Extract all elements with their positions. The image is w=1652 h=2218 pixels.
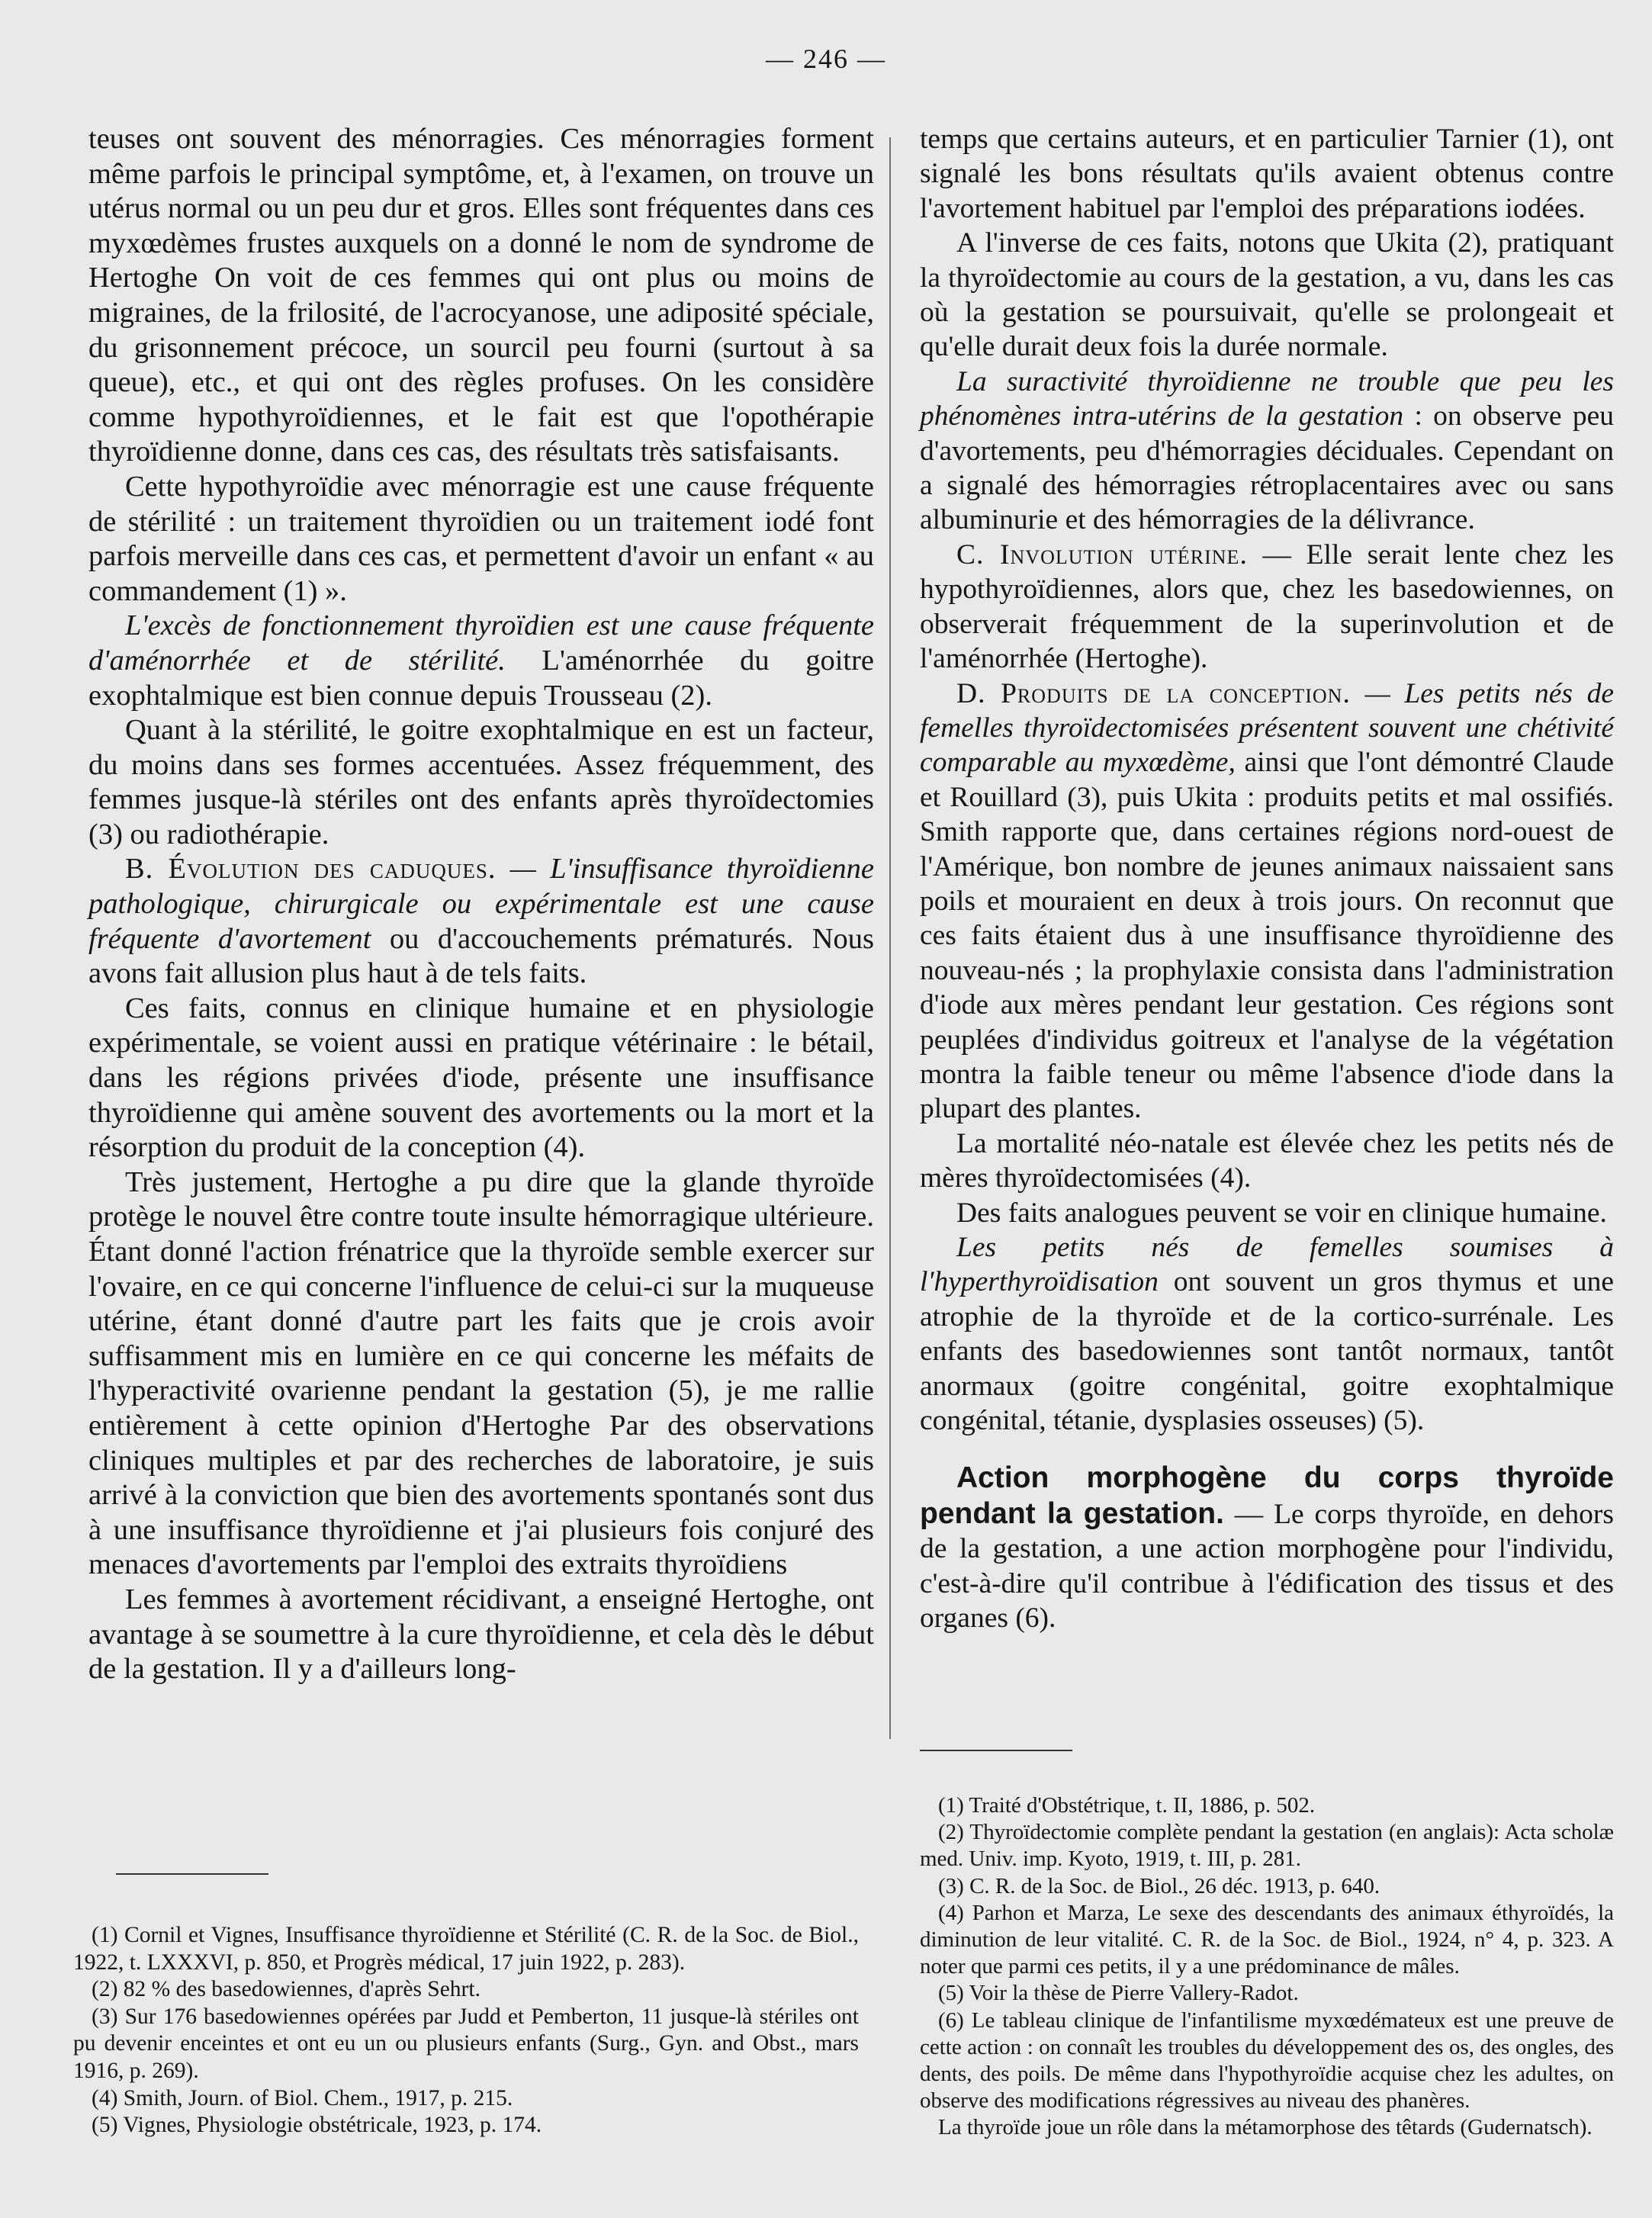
- section-label: D. Produits de la conception.: [956, 677, 1351, 709]
- footnote-rule: [116, 1873, 268, 1875]
- footnote: (3) C. R. de la Soc. de Biol., 26 déc. 1913, p. 640.: [938, 1873, 1380, 1898]
- footnote: (4) Smith, Journ. of Biol. Chem., 1917, p. 215.: [92, 2085, 513, 2110]
- page-number: — 246 —: [766, 43, 886, 74]
- footnote: (5) Voir la thèse de Pierre Vallery-Radot.: [938, 1981, 1299, 2006]
- paragraph: La mortalité néo-natale est élevée chez les petits nés de mères thyroïdectomisées (4).: [920, 1127, 1614, 1194]
- text-run: ainsi que l'ont démontré Claude et Rouillard (3), puis Ukita : produits petits et mal ossifiés. Smith rapporte que, dans certaines régions nord-ouest de l'Amérique, bon nombre de jeunes animaux naissaient sans poils et mouraient en deux à trois jours. On reconnut que ces faits étaient dus à une insuffisance thyroïdienne des nouveau-nés ; la prophylaxie consista dans l'administration d'iode aux mères pendant leur gestation. Ces régions sont peuplées d'individus goitreux et l'analyse de la végétation montra la faible teneur ou même l'absence d'iode dans la plupart des plantes.: [920, 747, 1614, 1125]
- text-run: — Le corps thyroïde, en dehors de la gestation, a une action morphogène pour l'individu, c'est-à-dire qu'il contribue à l'édification des tissus et des organes (6).: [920, 1498, 1614, 1635]
- paragraph: Les femmes à avortement récidivant, a enseigné Hertoghe, ont avantage à se soumettre à la cure thyroïdienne, et cela dès le début de la gestation. Il y a d'ailleurs long-: [88, 1583, 874, 1686]
- footnote: (1) Cornil et Vignes, Insuffisance thyroïdienne et Stérilité (C. R. de la Soc. de Biol., 1922, t. LXXXVI, p. 850, et Progrès médical, 17 juin 1922, p. 283).: [73, 1923, 859, 1975]
- footnote: (3) Sur 176 basedowiennes opérées par Judd et Pemberton, 11 jusque-là stériles ont pu devenir enceintes et ont eu un ou plusieurs enfants (Surg., Gyn. and Obst., mars 1916, p. 269).: [73, 2004, 859, 2083]
- column-divider: [889, 137, 891, 1739]
- italic-phrase: — L'insuffisance thyroïdienne pathologique, chirurgicale ou expérimentale est une cause fréquente d'avortement: [88, 853, 874, 955]
- text-run: — Elle serait lente chez les hypothyroïdiennes, alors que, chez les basedowiennes, on observerait fréquemment de la superinvolution et de l'aménorrhée (Hertoghe).: [920, 538, 1615, 675]
- section-paragraph: [920, 1461, 1614, 1635]
- paragraph: Des faits analogues peuvent se voir en clinique humaine.: [956, 1197, 1607, 1229]
- paragraph: [920, 677, 1614, 1127]
- paragraph: temps que certains auteurs, et en particulier Tarnier (1), ont signalé les bons résultats qu'ils avaient obtenus contre l'avortement habituel par l'emploi des préparations iodées.: [920, 124, 1614, 224]
- footnote: (6) Le tableau clinique de l'infantilisme myxœdémateux est une preuve de cette action : on connaît les troubles du développement des os, des ongles, des dents, des poils. De même dans l'hypothyroïdie acquise chez les adultes, on observe des modifications régressives au niveau des phanères.: [920, 2007, 1614, 2114]
- paragraph: Ces faits, connus en clinique humaine et en physiologie expérimentale, se voient aussi en pratique vétérinaire : le bétail, dans les régions privées d'iode, présente une insuffisance thyroïdienne qui amène souvent des avortements ou la mort et la résorption du produit de la conception (4).: [88, 992, 874, 1164]
- paragraph: teuses ont souvent des ménorragies. Ces ménorragies forment même parfois le principal symptôme, et, à l'examen, on trouve un utérus normal ou un peu dur et gros. Elles sont fréquentes dans ces myxœdèmes frustes auxquels on a donné le nom de syndrome de Hertoghe On voit de ces femmes qui ont plus ou moins de migraines, de la frilosité, de l'acrocyanose, une adiposité spéciale, du grisonnement précoce, un sourcil peu fourni (surtout à sa queue), etc., et qui ont des règles profuses. On les considère comme hypothyroïdiennes, et le fait est que l'opothérapie thyroïdienne donne, dans ces cas, des résultats très satisfaisants.: [88, 123, 874, 468]
- footnote: (1) Traité d'Obstétrique, t. II, 1886, p. 502.: [938, 1793, 1316, 1818]
- footnote: (5) Vignes, Physiologie obstétricale, 1923, p. 174.: [92, 2113, 542, 2138]
- paragraph: [88, 852, 874, 991]
- left-footnotes: [73, 1922, 859, 2139]
- footnote: (4) Parhon et Marza, Le sexe des descendants des animaux éthyroïdés, la diminution de leur vitalité. C. R. de la Soc. de Biol., 1924, n° 4, p. 323. A noter que parmi ces petits, il y a une prédominance de mâles.: [920, 1900, 1614, 1979]
- paragraph: Cette hypothyroïdie avec ménorragie est une cause fréquente de stérilité : un traitement thyroïdien ou un traitement iodé font parfois merveille dans ces cas, et permettent d'avoir un enfant « au commandement (1) ».: [88, 470, 874, 607]
- section-label: C. Involution utérine.: [956, 538, 1248, 571]
- footnote: La thyroïde joue un rôle dans la métamorphose des têtards (Gudernatsch).: [938, 2115, 1593, 2140]
- footnote-rule: [920, 1750, 1072, 1751]
- footnote: (2) Thyroïdectomie complète pendant la gestation (en anglais): Acta scholæ med. Univ. imp. Kyoto, 1919, t. III, p. 281.: [920, 1820, 1614, 1872]
- paragraph: Très justement, Hertoghe a pu dire que la glande thyroïde protège le nouvel être contre toute insulte hémorragique ultérieure. Étant donné l'action frénatrice que la thyroïde semble exercer sur l'ovaire, en ce qui concerne l'influence de celui-ci sur la muqueuse utérine, étant donné d'autre part les faits que je crois avoir suffisamment mis en lumière en ce qui concerne les méfaits de l'hyperactivité ovarienne pendant la gestation (5), je me rallie entièrement à cette opinion d'Hertoghe Par des observations cliniques multiples et par des recherches de laboratoire, je suis arrivé à la conviction que bien des avortements spontanés sont dus à une insuffisance thyroïdienne et j'ai plusieurs fois conjuré des menaces d'avortements par l'emploi des extraits thyroïdiens: [88, 1165, 874, 1581]
- paragraph: Quant à la stérilité, le goitre exophtalmique en est un facteur, du moins dans ses formes accentuées. Assez fréquemment, des femmes jusque-là stériles ont des enfants après thyroïdectomies (3) ou radiothérapie.: [88, 714, 874, 850]
- section-label: B. Évolution des caduques.: [125, 853, 497, 886]
- right-footnotes: [920, 1792, 1614, 2142]
- left-column: [88, 122, 874, 1687]
- right-column: [920, 122, 1614, 1635]
- text-run: L'aménorrhée du goitre exophtalmique est bien connue depuis Trousseau (2).: [88, 644, 874, 712]
- paragraph: [920, 538, 1614, 677]
- italic-phrase: La suractivité thyroïdienne ne trouble que peu les phénomènes intra-utérins de la gestation: [920, 365, 1614, 432]
- italic-phrase: — Les petits nés de femelles thyroïdectomisées présentent souvent une chétivité comparable au myxœdème,: [920, 677, 1614, 779]
- paragraph: [920, 365, 1614, 538]
- paragraph: [920, 1230, 1614, 1438]
- paragraph: [88, 609, 874, 713]
- italic-phrase: L'excès de fonctionnement thyroïdien est une cause fréquente d'aménorrhée et de stérilité.: [88, 609, 874, 677]
- text-run: ou d'accouchements prématurés. Nous avons fait allusion plus haut à de tels faits.: [88, 922, 874, 990]
- paragraph: A l'inverse de ces faits, notons que Ukita (2), pratiquant la thyroïdectomie au cours de la gestation, a vu, dans les cas où la gestation se poursuivait, qu'elle se prolongeait et qu'elle durait deux fois la durée normale.: [920, 227, 1614, 363]
- section-heading: Action morphogène du corps thyroïde pendant la gestation.: [920, 1461, 1614, 1530]
- footnote: (2) 82 % des basedowiennes, d'après Sehrt.: [92, 1977, 480, 2002]
- text-run: ont souvent un gros thymus et une atrophie de la thyroïde et de la cortico-surrénale. Les enfants des basedowiennes sont tantôt normaux, tantôt anormaux (goitre congénital, goitre exophtalmique congénital, tétanie, dysplasies osseuses) (5).: [920, 1266, 1614, 1437]
- text-run: : on observe peu d'avortements, peu d'hémorragies déciduales. Cependant on a signalé des hémorragies rétroplacentaires avec ou sans albuminurie et des hémorragies de la délivrance.: [920, 400, 1614, 536]
- italic-phrase: Les petits nés de femelles soumises à l'hyperthyroïdisation: [920, 1232, 1614, 1298]
